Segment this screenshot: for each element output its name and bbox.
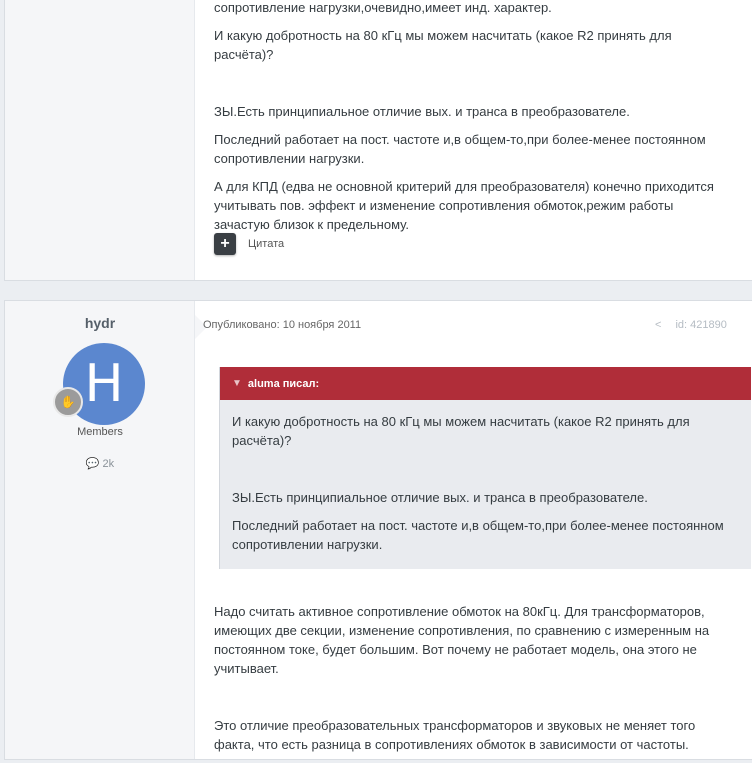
comment-bubble-icon: 💬 <box>85 458 100 470</box>
quote-link[interactable]: Цитата <box>248 238 285 250</box>
paragraph-spacer <box>214 687 728 716</box>
author-posts-count <box>5 457 195 470</box>
chevron-down-icon[interactable]: ▼ <box>232 378 242 389</box>
post-meta-right <box>655 319 727 331</box>
author-name[interactable]: hydr <box>84 315 116 331</box>
quote-paragraph: И какую добротность на 80 кГц мы можем насчитать (какое R2 принять для расчёта)? <box>232 414 690 448</box>
post-paragraph: сопротивление нагрузки,очевидно,имеет инд. характер. <box>214 0 552 15</box>
quote-header[interactable] <box>220 367 751 400</box>
post-id[interactable]: id: 421890 <box>675 319 727 331</box>
rank-badge-icon: ✋ <box>53 387 83 417</box>
avatar[interactable]: H <box>63 343 145 425</box>
author-group: Members <box>77 426 123 438</box>
post-hydr-content <box>214 602 728 763</box>
post-previous-content <box>214 0 728 243</box>
post-paragraph: И какую добротность на 80 кГц мы можем насчитать (какое R2 принять для расчёта)? <box>214 28 672 62</box>
post-paragraph: Последний работает на пост. частоте и,в общем-то,при более-менее постоянном сопротивлении нагрузки. <box>214 132 706 166</box>
share-icon[interactable]: < <box>655 319 662 331</box>
post-date: Опубликовано: 10 ноября 2011 <box>203 319 362 331</box>
plus-icon[interactable]: + <box>214 233 236 255</box>
quote-action <box>214 233 284 255</box>
author-column <box>5 301 195 759</box>
post-paragraph: ЗЫ.Есть принципиальное отличие вых. и транса в преобразователе. <box>214 104 630 119</box>
quote-paragraph: Последний работает на пост. частоте и,в общем-то,при более-менее постоянном сопротивлении нагрузки. <box>232 518 724 552</box>
quote-paragraph: ЗЫ.Есть принципиальное отличие вых. и транса в преобразователе. <box>232 490 648 505</box>
quoted-message <box>219 367 751 569</box>
post-paragraph: А для КПД (едва не основной критерий для преобразователя) конечно приходится учитывать пов. эффект и изменение сопротивления обмоток,режим работы зачастую близок к предельному. <box>214 179 714 232</box>
posts-count-value: 2k <box>102 458 115 470</box>
quote-body <box>220 400 751 569</box>
paragraph-spacer <box>214 73 728 102</box>
paragraph-spacer <box>232 459 739 488</box>
author-column <box>5 0 195 280</box>
post-paragraph: Надо считать активное сопротивление обмоток на 80кГц. Для трансформаторов, имеющих две секции, изменение сопротивления, по сравнению с измеренным на постоянном токе, будет большим. Вот почему не работает модель, она этого не учитывает. <box>214 604 710 676</box>
post-paragraph: Это отличие преобразовательных трансформаторов и звуковых не меняет того факта, что есть разница в сопротивлениях обмоток в зависимости от частоты. <box>214 718 696 752</box>
quote-author: aluma писал: <box>247 377 320 390</box>
